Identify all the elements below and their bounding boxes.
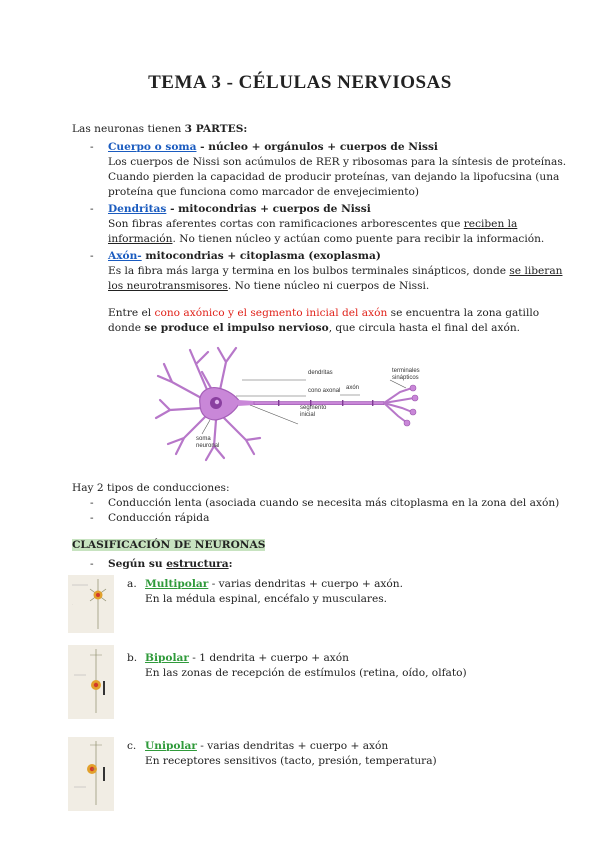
- text: Entre el: [108, 307, 155, 319]
- label-segmento-inicial: segmento inicial: [300, 405, 327, 418]
- item-desc: En las zonas de recepción de estímulos (retina, oído, olfato): [145, 667, 467, 679]
- text: - varias dendritas + cuerpo + axón: [196, 740, 389, 752]
- text: donde: [108, 322, 145, 334]
- label-terminales: terminales sinápticos: [392, 368, 420, 381]
- sep: -: [196, 141, 209, 153]
- bullet: -: [90, 203, 94, 215]
- body-line: [108, 264, 562, 279]
- bold-text: se produce el impulso nervioso: [144, 322, 329, 334]
- svg-text:·: ·: [72, 602, 73, 606]
- body-line: proteína que funciona como marcador de envejecimiento): [108, 186, 419, 198]
- bipolar-thumbnail: [68, 645, 114, 719]
- part-heading: [108, 202, 371, 217]
- body-line: Cuando pierden la capacidad de producir proteínas, van dejando la lipofucsina (una: [108, 171, 560, 183]
- label-cono-axonal: cono axonal: [308, 388, 341, 394]
- unipolar-label: Unipolar: [145, 740, 197, 752]
- item-letter: b.: [127, 652, 138, 664]
- item-heading: [145, 651, 349, 666]
- item-heading: [145, 577, 403, 592]
- body-line: Los cuerpos de Nissi son acúmulos de RER y ribosomas para la síntesis de proteínas.: [108, 156, 567, 168]
- label-axon: axón: [346, 385, 360, 391]
- part-heading: [108, 140, 438, 155]
- bullet: -: [90, 558, 94, 570]
- item-letter: c.: [127, 740, 137, 752]
- text: Son fibras aferentes cortas con ramificaciones arborescentes que: [108, 218, 464, 230]
- red-text: cono axónico y el segmento inicial del axón: [154, 307, 388, 319]
- conduccion-item: Conducción lenta (asociada cuando se necesita más citoplasma en la zona del axón): [108, 497, 560, 509]
- heading-text: núcleo + orgánulos + cuerpos de Nissi: [208, 141, 438, 153]
- intro-text: Las neuronas tienen: [72, 123, 185, 135]
- text: - 1 dendrita + cuerpo + axón: [188, 652, 349, 664]
- page-title: TEMA 3 - CÉLULAS NERVIOSAS: [148, 72, 452, 93]
- item-heading: [145, 739, 388, 754]
- body-line: [108, 279, 429, 294]
- underlined-text: información: [108, 233, 173, 245]
- link-cuerpo-soma[interactable]: Cuerpo o soma: [108, 141, 197, 153]
- para-line: [108, 321, 520, 336]
- multipolar-label: Multipolar: [145, 578, 209, 590]
- para-line: [108, 306, 539, 321]
- bipolar-label: Bipolar: [145, 652, 189, 664]
- text: Según su: [108, 558, 167, 570]
- intro-line: [72, 122, 247, 137]
- text: . No tiene núcleo ni cuerpos de Nissi.: [227, 280, 430, 292]
- unipolar-thumbnail: [68, 737, 114, 811]
- item-letter: a.: [127, 578, 137, 590]
- conducciones-intro: Hay 2 tipos de conducciones:: [72, 482, 230, 494]
- bullet: -: [90, 250, 94, 262]
- underlined-text: se liberan: [509, 265, 563, 277]
- subheading: [108, 557, 233, 572]
- body-line: [108, 217, 517, 232]
- intro-bold: 3 PARTES:: [184, 123, 248, 135]
- text: - varias dendritas + cuerpo + axón.: [208, 578, 403, 590]
- multipolar-thumbnail: [68, 575, 114, 633]
- sep: -: [166, 203, 179, 215]
- link-axon[interactable]: Axón-: [108, 250, 142, 262]
- underlined-text: reciben la: [463, 218, 518, 230]
- label-dendritas: dendritas: [308, 370, 333, 376]
- link-dendritas[interactable]: Dendritas: [108, 203, 167, 215]
- body-line: [108, 232, 544, 247]
- highlighted-heading: CLASIFICACIÓN DE NEURONAS: [72, 539, 266, 551]
- bullet: -: [90, 512, 94, 524]
- heading-text: mitocondrias + citoplasma (exoplasma): [145, 250, 381, 262]
- text: se encuentra la zona gatillo: [387, 307, 540, 319]
- label-soma: soma neuronal: [196, 436, 220, 449]
- underlined-text: estructura: [166, 558, 229, 570]
- text: . No tienen núcleo y actúan como puente para recibir la información.: [172, 233, 545, 245]
- text: Es la fibra más larga y termina en los bulbos terminales sinápticos, donde: [108, 265, 510, 277]
- heading-text: mitocondrias + cuerpos de Nissi: [178, 203, 371, 215]
- text: , que circula hasta el final del axón.: [328, 322, 521, 334]
- conduccion-item: Conducción rápida: [108, 512, 210, 524]
- bullet: -: [90, 141, 94, 153]
- part-heading: [108, 249, 381, 264]
- underlined-text: los neurotransmisores: [108, 280, 228, 292]
- item-desc: En receptores sensitivos (tacto, presión, temperatura): [145, 755, 437, 767]
- item-desc: En la médula espinal, encéfalo y musculares.: [145, 593, 388, 605]
- text: :: [228, 558, 233, 570]
- bullet: -: [90, 497, 94, 509]
- section-heading: [72, 538, 265, 553]
